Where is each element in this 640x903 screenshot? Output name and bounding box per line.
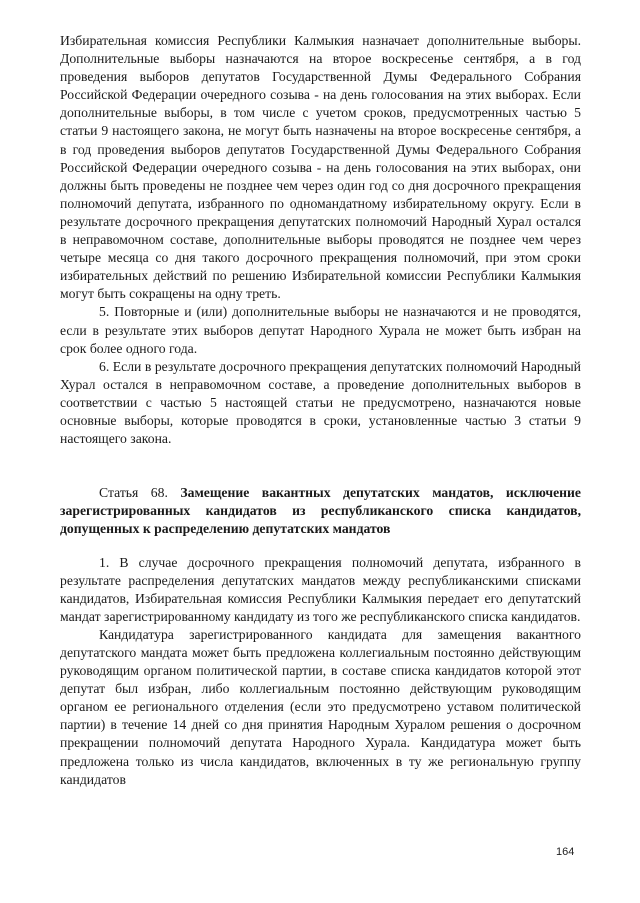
paragraph-candidacy: Кандидатура зарегистрированного кандидата для замещения вакантного депутатского мандата может быть предложена коллегиальным постоянно действующим руководящим органом политической партии, в составе списка кандидатов которой этот депутат был избран, либо коллегиальным постоянно действующим руководящим органом ее регионального отделения (если это предусмотрено уставом политической партии) в течение 14 дней со дня принятия Народным Хуралом решения о досрочном прекращении полномочий депутата Народного Хурала. Кандидатура может быть предложена только из числа кандидатов, включенных в ту же региональную группу кандидатов	[60, 626, 581, 787]
paragraph-item-1: 1. В случае досрочного прекращения полномочий депутата, избранного в результате распределения депутатских мандатов между республиканскими списками кандидатов, Избирательная комиссия Республики Калмыкия передает его депутатский мандат зарегистрированному кандидату из того же республиканского списка кандидатов.	[60, 554, 581, 624]
paragraph-item-5: 5. Повторные и (или) дополнительные выборы не назначаются и не проводятся, если в результате этих выборов депутат Народного Хурала не может быть избран на срок более одного года.	[60, 304, 581, 356]
article-title: Замещение вакантных депутатских мандатов, исключение зарегистрированных кандидатов из республиканского списка кандидатов, допущенных к распределению депутатских мандатов	[60, 485, 582, 536]
paragraph-continuation: Избирательная комиссия Республики Калмыкия назначает дополнительные выборы. Дополнительные выборы назначаются на второе воскресенье сентября, а в год проведения выборов депутатов Государственной Думы Федерального Собрания Российской Федерации очередного созыва - на день голосования на этих выборах. Если дополнительные выборы, в том числе с учетом сроков, предусмотренных частью 5 статьи 9 настоящего закона, не могут быть назначены на второе воскресенье сентября, а в год проведения выборов депутатов Государственной Думы Федерального Собрания Российской Федерации очередного созыва - на день голосования на этих выборах, они должны быть проведены не позднее чем через один год со дня досрочного прекращения полномочий депутата, избранного по одномандатному избирательному округу. Если в результате досрочного прекращения депутатских полномочий Народный Хурал остался в неправомочном составе, дополнительные выборы проводятся не позднее чем через четыре месяца со дня такого досрочного прекращения полномочий, при этом сроки избирательных действий по решению Избирательной комиссии Республики Калмыкия могут быть сокращены на одну треть.	[60, 33, 581, 302]
document-page	[60, 32, 581, 789]
paragraph-item-6: 6. Если в результате досрочного прекращения депутатских полномочий Народный Хурал остался в неправомочном составе, а проведение дополнительных выборов в соответствии с частью 5 настоящей статьи не предусмотрено, назначаются новые основные выборы, которые проводятся в сроки, установленные частью 3 статьи 9 настоящего закона.	[60, 358, 581, 447]
article-heading	[60, 484, 581, 537]
page-number: 164	[556, 846, 575, 858]
article-number: Статья 68.	[99, 485, 168, 501]
